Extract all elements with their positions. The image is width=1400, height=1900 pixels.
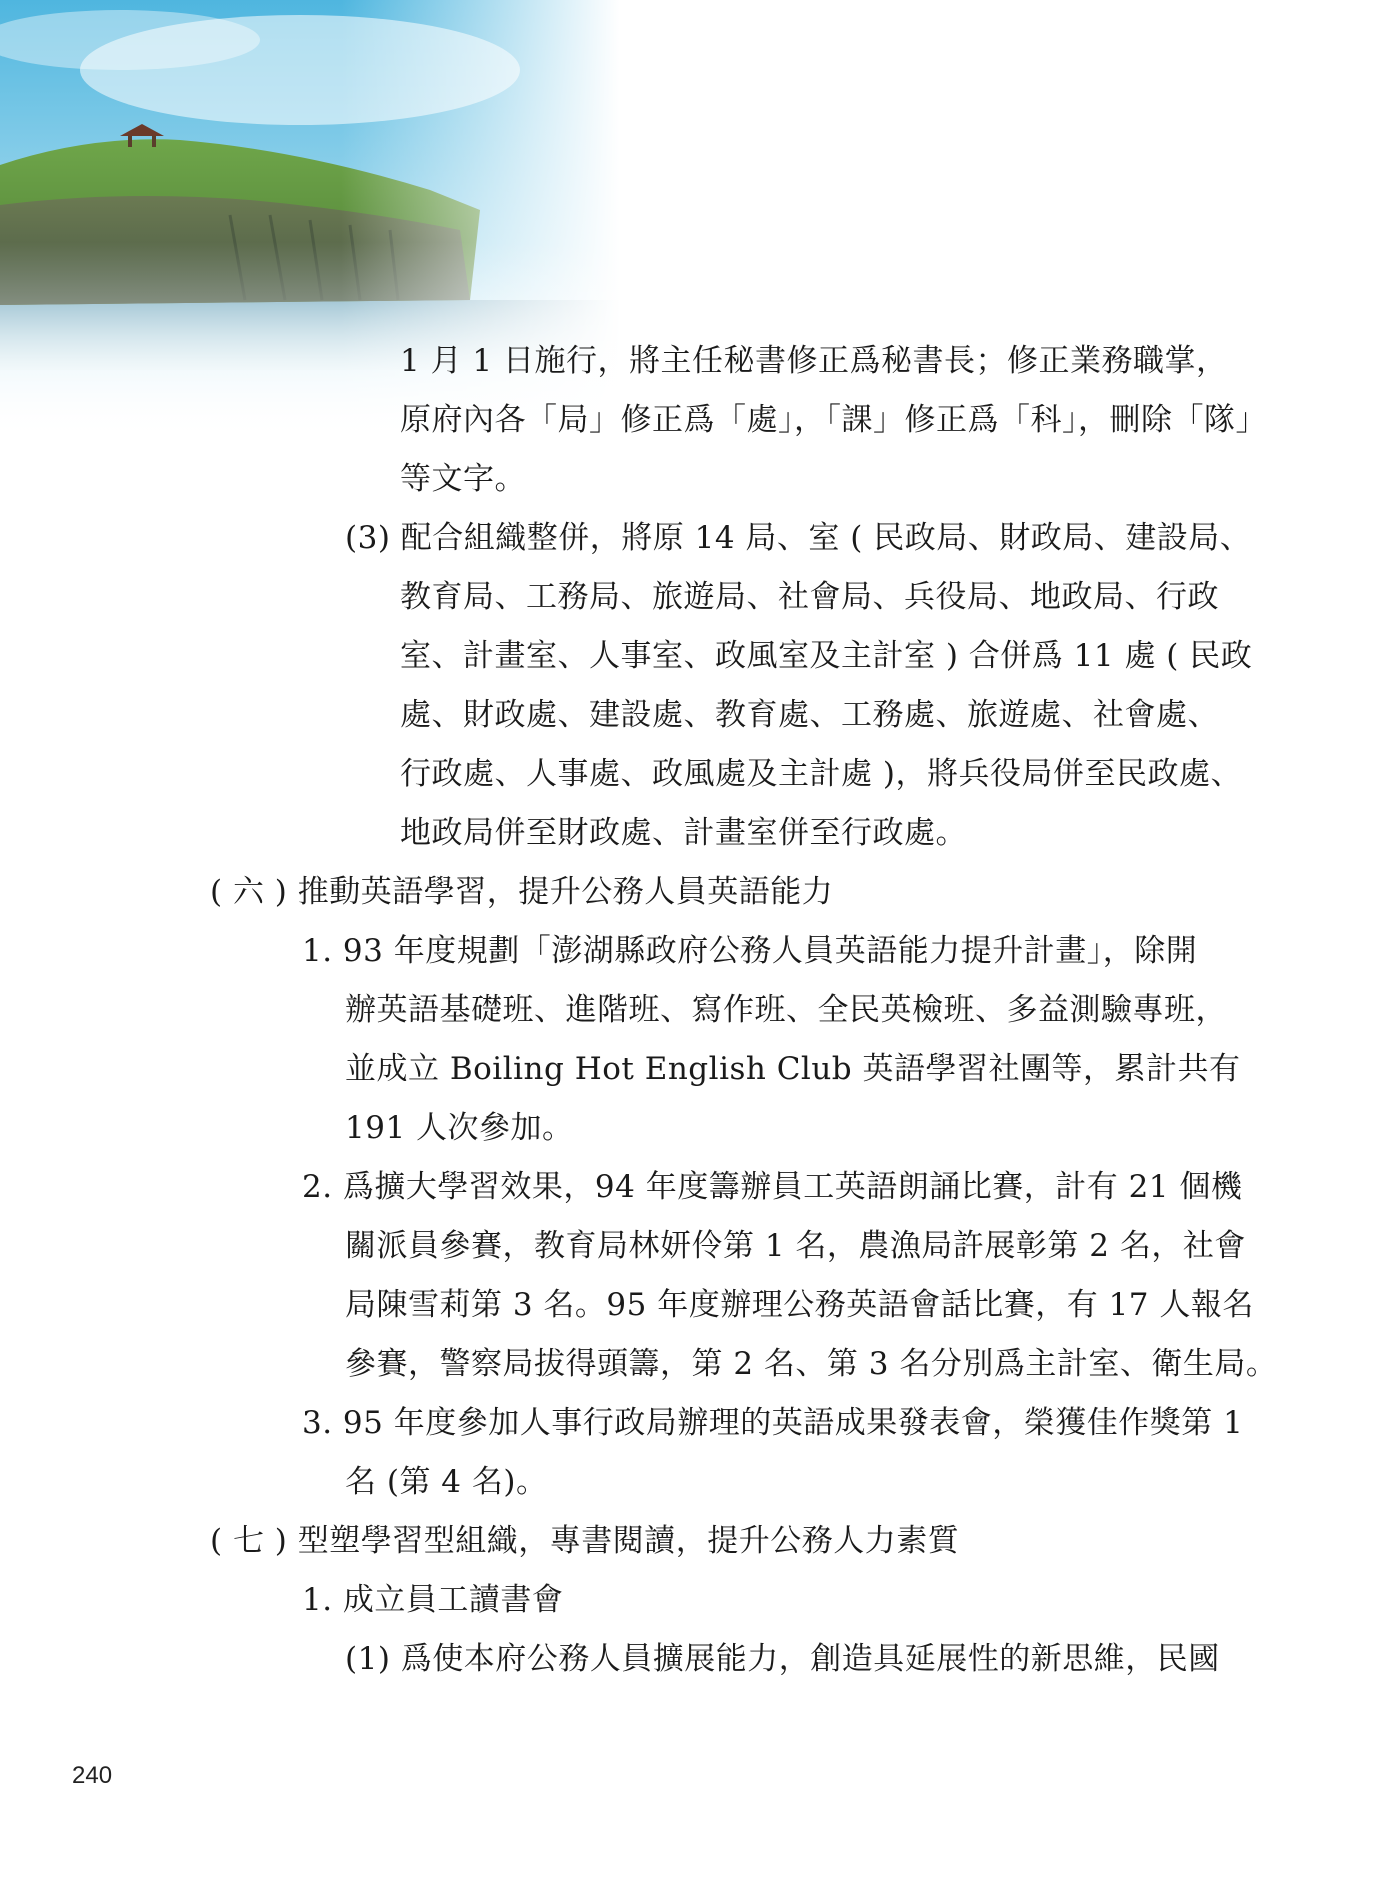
list-item-1: 1. 成立員工讀書會 [302,1582,564,1618]
section-heading-6: ( 六 ) 推動英語學習，提升公務人員英語能力 [210,874,834,910]
page-number: 240 [72,1762,113,1789]
text-line: 地政局併至財政處、計畫室併至行政處。 [400,815,967,851]
text-line: 處、財政處、建設處、教育處、工務處、旅遊處、社會處、 [400,697,1219,733]
section-heading-7: ( 七 ) 型塑學習型組織，專書閱讀，提升公務人力素質 [210,1523,960,1559]
text-line: 名 (第 4 名)。 [345,1464,548,1500]
text-line: 191 人次參加。 [345,1110,574,1146]
text-line: 辦英語基礎班、進階班、寫作班、全民英檢班、多益測驗專班， [345,992,1227,1028]
text-line: 教育局、工務局、旅遊局、社會局、兵役局、地政局、行政 [400,579,1219,615]
list-item-3: 3. 95 年度參加人事行政局辦理的英語成果發表會，榮獲佳作獎第 1 [302,1405,1244,1441]
text-line: 局陳雪莉第 3 名。95 年度辦理公務英語會話比賽，有 17 人報名 [345,1287,1254,1323]
list-item-1: 1. 93 年度規劃「澎湖縣政府公務人員英語能力提升計畫」，除開 [302,933,1198,969]
text-line: 參賽，警察局拔得頭籌，第 2 名、第 3 名分別爲主計室、衛生局。 [345,1346,1278,1382]
text-line: 原府內各「局」修正爲「處」，「課」修正爲「科」，刪除「隊」 [400,402,1267,438]
list-item-2: 2. 爲擴大學習效果，94 年度籌辦員工英語朗誦比賽，計有 21 個機 [302,1169,1243,1205]
text-line: 行政處、人事處、政風處及主計處 )，將兵役局併至民政處、 [400,756,1242,792]
list-item-3: (3) 配合組織整併，將原 14 局、室 ( 民政局、財政局、建設局、 [345,520,1252,556]
text-line: 室、計畫室、人事室、政風室及主計室 ) 合併爲 11 處 ( 民政 [400,638,1253,674]
text-line: 並成立 Boiling Hot English Club 英語學習社團等，累計共有 [345,1051,1241,1087]
text-line: 等文字。 [400,461,526,497]
list-item-1-sub: (1) 爲使本府公務人員擴展能力，創造具延展性的新思維，民國 [345,1641,1220,1677]
text-line: 1 月 1 日施行，將主任秘書修正爲秘書長；修正業務職掌， [400,343,1228,379]
text-line: 關派員參賽，教育局林妍伶第 1 名，農漁局許展彰第 2 名，社會 [345,1228,1246,1264]
